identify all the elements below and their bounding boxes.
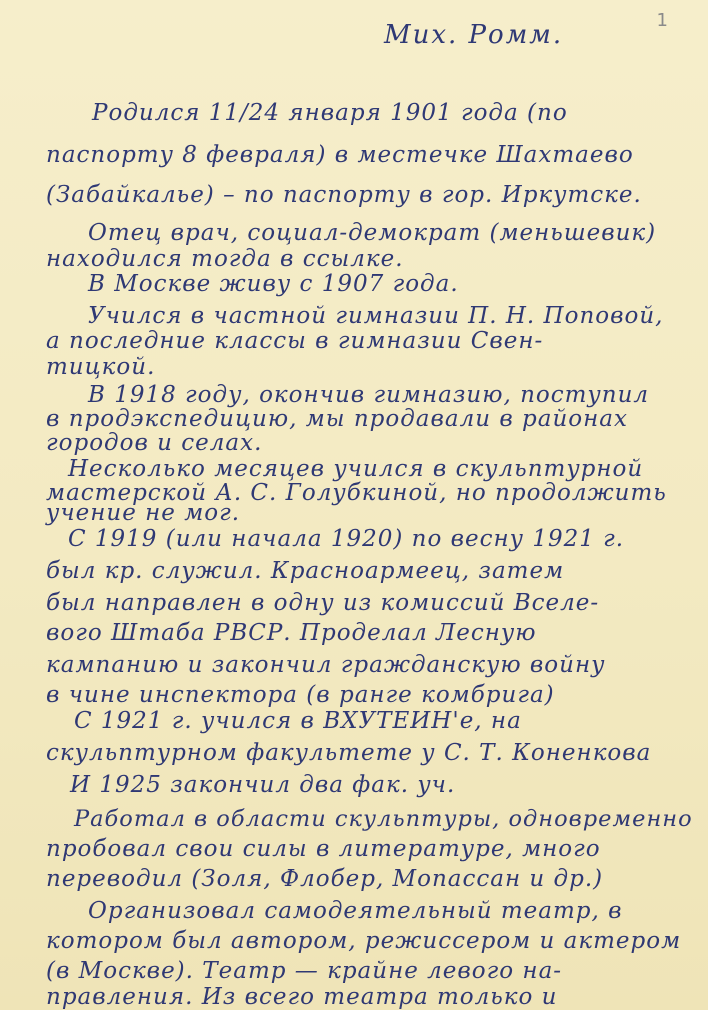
handwritten-line: переводил (Золя, Флобер, Мопассан и др.) xyxy=(46,866,604,892)
handwritten-line: Учился в частной гимназии П. Н. Поповой, xyxy=(88,303,664,329)
author-name: Мих. Ромм. xyxy=(384,20,564,50)
page-number: 1 xyxy=(656,10,668,31)
handwritten-line: В Москве живу с 1907 года. xyxy=(88,271,459,297)
handwritten-line: в продэкспедицию, мы продавали в районах xyxy=(46,406,628,432)
handwritten-line: Организовал самодеятельный театр, в xyxy=(88,898,623,924)
handwritten-line: городов и селах. xyxy=(46,430,263,456)
handwritten-line: кампанию и закончил гражданскую войну xyxy=(46,652,606,678)
handwritten-line: Работал в области скульптуры, одновременно xyxy=(74,806,693,832)
handwritten-line: котором был автором, режиссером и актером xyxy=(46,928,682,954)
handwritten-line: С 1919 (или начала 1920) по весну 1921 г. xyxy=(68,526,625,552)
handwritten-line: Несколько месяцев учился в скульптурной xyxy=(68,456,644,482)
handwritten-line: был направлен в одну из комиссий Вселе- xyxy=(46,590,600,616)
handwritten-line: (Забайкалье) – по паспорту в гор. Иркутске. xyxy=(46,182,642,208)
handwritten-line: Отец врач, социал-демократ (меньшевик) xyxy=(88,220,657,246)
handwritten-line: находился тогда в ссылке. xyxy=(46,246,404,272)
handwritten-line: Родился 11/24 января 1901 года (по xyxy=(92,100,568,126)
handwritten-line: был кр. служил. Красноармеец, затем xyxy=(46,558,565,584)
handwritten-line: а последние классы в гимназии Свен- xyxy=(46,328,544,354)
handwritten-line: (в Москве). Театр — крайне левого на- xyxy=(46,958,563,984)
handwritten-line: вого Штаба РВСР. Проделал Лесную xyxy=(46,620,537,646)
handwritten-line: тицкой. xyxy=(46,354,156,380)
handwritten-line: в чине инспектора (в ранге комбрига) xyxy=(46,682,555,708)
handwritten-line: пробовал свои силы в литературе, много xyxy=(46,836,601,862)
handwritten-line: учение не мог. xyxy=(46,500,241,526)
handwritten-line: С 1921 г. учился в ВХУТЕИН'е, на xyxy=(74,708,522,734)
handwritten-line: В 1918 году, окончив гимназию, поступил xyxy=(88,382,650,408)
handwritten-line: правления. Из всего театра только и xyxy=(46,984,558,1010)
handwritten-line: И 1925 закончил два фак. уч. xyxy=(70,772,456,798)
handwritten-line: мастерской А. С. Голубкиной, но продолжить xyxy=(46,480,667,506)
handwritten-line: скульптурном факультете у С. Т. Коненкова xyxy=(46,740,652,766)
handwritten-line: паспорту 8 февраля) в местечке Шахтаево xyxy=(46,142,634,168)
